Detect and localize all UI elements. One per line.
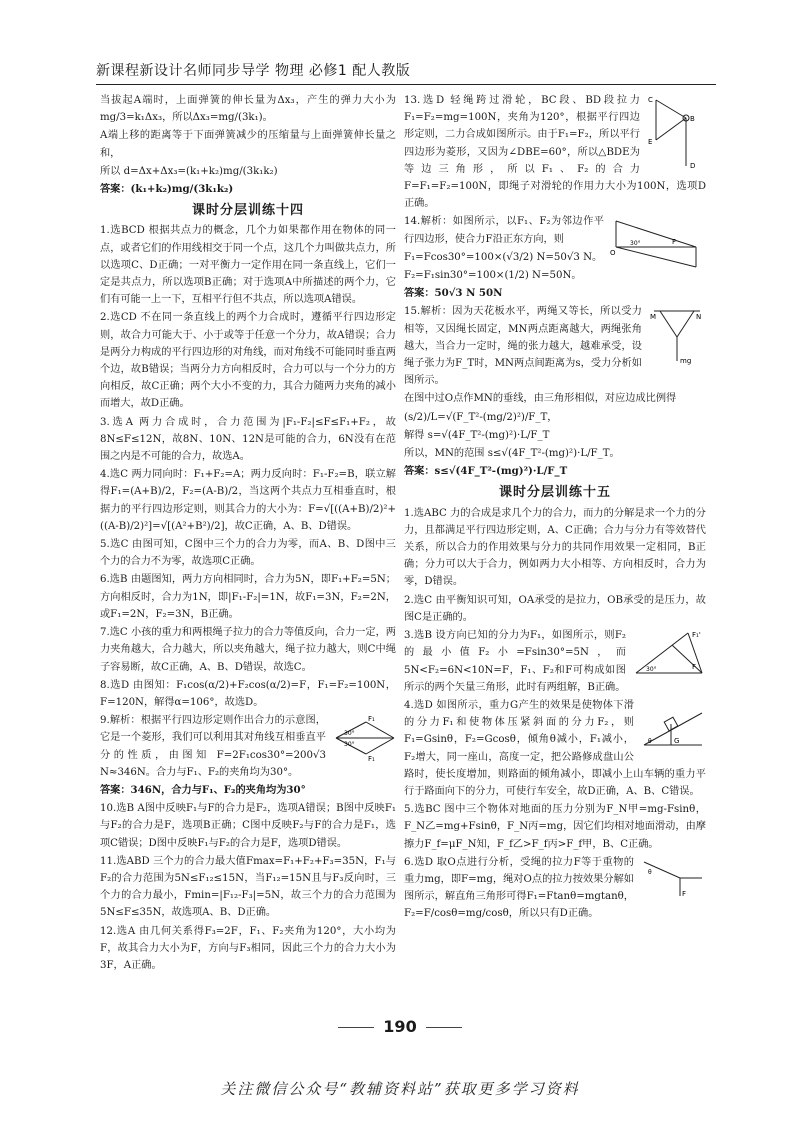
answer-item: 2.选CD 不在同一条直线上的两个力合成时，遵循平行四边形定则，故合力可能大于、小于或等于任意一个分力，故A错误；合力是两分力构成的平行四边形的对角线，而对角线不可能同时垂直两个边，故B错误；当两分力方向相反时，合力可以与一个分力的方向相反，故C正确；两个大小不变的力，其合力随两力夹角的减小而增大，故D正确。 [100,312,396,410]
svg-text:B: B [690,115,695,123]
answer-item: 所以，MN的范围 s≤√(4F_T²-(mg)²)·L/F_T。 [404,448,620,460]
rhombus-force-diagram [332,714,396,762]
answer-item: 3.选B 设方向已知的分力为F₁，如图所示，则F₂的最小值F₂小=Fsin30°=5N，而5N<F₂=6N<10N=F，F₁、F₂和F可构成如图所示的两个矢量三角形，此时有两组解，B正确。 [404,630,626,693]
answer-item: 6.选B 由题图知，两力方向相同时，合力为5N，即F₁+F₂=5N；方向相反时，合力为1N，即|F₁-F₂|=1N，故F₁=3N，F₂=2N，或F₁=2N，F₂=3N，B正确。 [100,574,396,620]
answer-item: 13.选D 轻绳跨过滑轮，BC段、BD段拉力F₁=F₂=mg=100N，夹角为120°，根据平行四边形定则，二力合成如图所示。由于F₁=F₂，所以平行四边形为菱形，又因为∠DBE=60°，所以△BDE为等边三角形，所以F₁、F₂的合力F=F₁=F₂=100N，即绳子对滑轮的作用力大小为100N，选项D正确。 [404,95,706,210]
answer-item: 5.选C 由图可知，C图中三个力的合力为零，而A、B、D图中三个力的合力不为零，故选项C正确。 [100,539,396,568]
left-column [100,92,396,975]
svg-text:30°: 30° [344,741,355,749]
svg-text:mg: mg [680,357,692,366]
section-title-15: 课时分层训练十五 [498,485,611,501]
svg-text:θ: θ [648,868,652,876]
page-header: 新课程新设计名师同步导学 物理 必修1 配人教版 [96,63,411,79]
svg-text:M: M [650,313,657,322]
pulley-force-diagram [646,94,706,172]
svg-text:30°: 30° [630,240,641,248]
page-number: 190 [383,1017,417,1036]
intro-line: 所以 d=Δx+Δx₃=(k₁+k₂)mg/(3k₁k₂) [100,165,278,177]
answer-item: 5.选BC 图中三个物体对地面的压力分别为F_N甲=mg-Fsinθ，F_N乙=mg+Fsinθ，F_N丙=mg，因它们均相对地面滑动，由摩擦力F_f=μF_N知，F_f乙>F_f丙>F_f甲，B、C正确。 [404,804,706,850]
footer-note: 关注微信公众号“教辅资料站”获取更多学习资料 [220,1080,580,1098]
answer-item: F₁=Fcos30°=100×(√3/2) N=50√3 N。 [404,251,603,263]
east-force-diagram [610,215,706,271]
answer-item: (s/2)/L=√(F_T²-(mg/2)²)/F_T， [404,411,558,423]
svg-text:θ: θ [648,737,652,745]
svg-text:30°: 30° [646,666,657,674]
answer-item: 15.解析：因为天花板水平，两绳又等长，所以受力相等，又因绳长固定，MN两点距离越大，两绳张角越大，当合力一定时，绳的张力越大，越难承受，设绳子张力为F_T时，MN两点间距离为s，受力分析如图所示。 [404,306,642,387]
answer-item: 在图中过O点作MN的垂线，由三角形相似，对应边成比例得 [404,393,677,405]
answer-item: 4.选C 两力同向时：F₁+F₂=A；两力反向时：F₁-F₂=B，联立解得F₁=(A+B)/2，F₂=(A-B)/2，当这两个共点力互相垂直时，根据力的平行四边形定则，则其合力的大小为：F=√[((A+B)/2)²+((A-B)/2)²]=√[(A²+B²)/2]，故C正确，A、B、D错误。 [100,469,396,532]
answer-item: 10.选B A图中反映F₁与F的合力是F₂，选项A错误；B图中反映F₁与F₂的合力是F，选项B正确；C图中反映F₂与F的合力是F₁，选项C错误；D图中反映F₁与F₂的合力是F，选项D错误。 [100,803,396,849]
incline-force-diagram [640,699,706,749]
svg-text:30°: 30° [344,730,355,738]
answer-item: F₂=F₁sin30°=100×(1/2) N=50N。 [404,270,582,282]
svg-text:F₁': F₁' [692,631,701,640]
answer-item: 7.选C 小孩的重力和两根绳子拉力的合力等值反向，合力一定，两力夹角越大，合力越大，所以夹角越大，绳子拉力越大，则C中绳子容易断，故C正确，A、B、D错误，故选C。 [100,627,396,673]
svg-text:F: F [692,663,697,672]
header-rule [96,84,716,85]
answer-item: 答案：50√3 N 50N [404,287,503,300]
svg-text:F: F [672,238,677,247]
vector-triangle-diagram [632,629,706,679]
svg-text:N: N [696,313,702,322]
answer-item: 1.选ABC 力的合成是求几个力的合力，而力的分解是求一个力的分力，且都满足平行四边形定则，A、C正确；合力与分力有等效替代关系，所以合力的作用效果与分力的共同作用效果一定相同，B正确；分力可以大于合力，例如两力大小相等、方向相反时，合力为零，D错误。 [404,507,706,588]
answer-item: 答案：s≤√(4F_T²-(mg)²)·L/F_T [404,465,568,478]
svg-text:E: E [648,138,653,146]
answer-item: 8.选D 由图知：F₁cos(α/2)+F₂cos(α/2)=F，F₁=F₂=100N，F=120N，解得α=106°，故选D。 [100,679,396,708]
answer-item: 4.选D 如图所示，重力G产生的效果是使物体下滑的分力F₁和使物体压紧斜面的分力F₂，则F₁=Gsinθ，F₂=Gcosθ，倾角θ减小，F₁减小，F₂增大，同一座山，高度一定，把公路修成盘山公路时，使长度增加，则路面的倾角减小，即减小上山车辆的重力平行于路面向下的分力，可使行车安全，故D正确，A、B、C错误。 [404,699,706,797]
intro-answer: 答案：(k₁+k₂)mg/(3k₁k₂) [100,183,234,196]
answer-item: 11.选ABD 三个力的合力最大值Fmax=F₁+F₂+F₃=35N，F₁与F₂的合力范围为5N≤F₁₂≤15N，当F₁₂=15N且与F₃反向时，三个力的合力最小，Fmin=|F₁₂-F₃|=5N，故三个力的合力范围为5N≤F≤35N，故选项A、B、D正确。 [100,855,396,919]
svg-text:C: C [648,96,653,104]
svg-text:D: D [690,162,696,170]
rope-angle-diagram [640,856,706,900]
answer-item: 3.选A 两力合成时，合力范围为|F₁-F₂|≤F≤F₁+F₂，故8N≤F≤12N，故8N、10N、12N是可能的合力，6N没有在范围之内是不可能的合力，故选A。 [100,416,396,463]
section-title-14: 课时分层训练十四 [191,203,304,219]
intro-line: A端上移的距离等于下面弹簧减少的压缩量与上面弹簧伸长量之和， [100,130,396,159]
svg-text:F₁: F₁ [368,755,375,763]
answer-item: 答案：346N，合力与F₁、F₂的夹角均为30° [100,783,306,796]
answer-item: 2.选C 由平衡知识可知，OA承受的是拉力，OB承受的是压力，故图C是正确的。 [404,594,706,623]
answer-item: 12.选A 由几何关系得F₃=2F，F₁、F₂夹角为120°，大小均为F，故其合力大小为F，方向与F₃相同，因此三个力的合力大小为3F，A正确。 [100,925,396,971]
svg-text:F₁: F₁ [368,715,375,724]
answer-item: 6.选D 取O点进行分析，受绳的拉力F等于重物的重力mg，即F=mg，绳对O点的拉力按效果分解如图所示，解直角三角形可得F₁=Ftanθ=mgtanθ，F₂=F/cosθ=mg/cosθ，所以只有D正确。 [404,856,634,920]
intro-line: 当拔起A端时，上面弹簧的伸长量为Δx₃，产生的弹力大小为mg/3=k₁Δx₃，所以Δx₃=mg/(3k₁)。 [100,95,396,124]
svg-text:F: F [682,889,687,898]
answer-item: 14.解析：如图所示，以F₁、F₂为邻边作平行四边形，使合力F沿正东方向，则 [404,216,604,245]
svg-text:O: O [610,249,616,258]
answer-item: 9.解析：根据平行四边形定则作出合力的示意图，它是一个菱形，我们可以利用其对角线互相垂直平分的性质，由图知 F=2F₁cos30°=200√3 N≈346N。合力与F₁、F₂的夹角均为30°。 [100,715,326,778]
page-number-rule-right [426,1027,462,1028]
answer-item: 解得 s=√(4F_T²-(mg)²)·L/F_T [404,429,550,441]
right-column [404,92,706,924]
answer-item: 1.选BCD 根据共点力的概念，几个力如果都作用在物体的同一点，或者它们的作用线相交于同一个点，这几个力叫做共点力，所以选项C、D正确；一对平衡力一定作用在同一条直线上，它们一定是共点力，所以选项B正确；对于选项A中所描述的两个力，它们有可能一上一下，互相平行但不共点，所以选项A错误。 [100,225,396,306]
svg-text:G: G [674,736,680,745]
rope-tension-diagram [648,305,706,367]
